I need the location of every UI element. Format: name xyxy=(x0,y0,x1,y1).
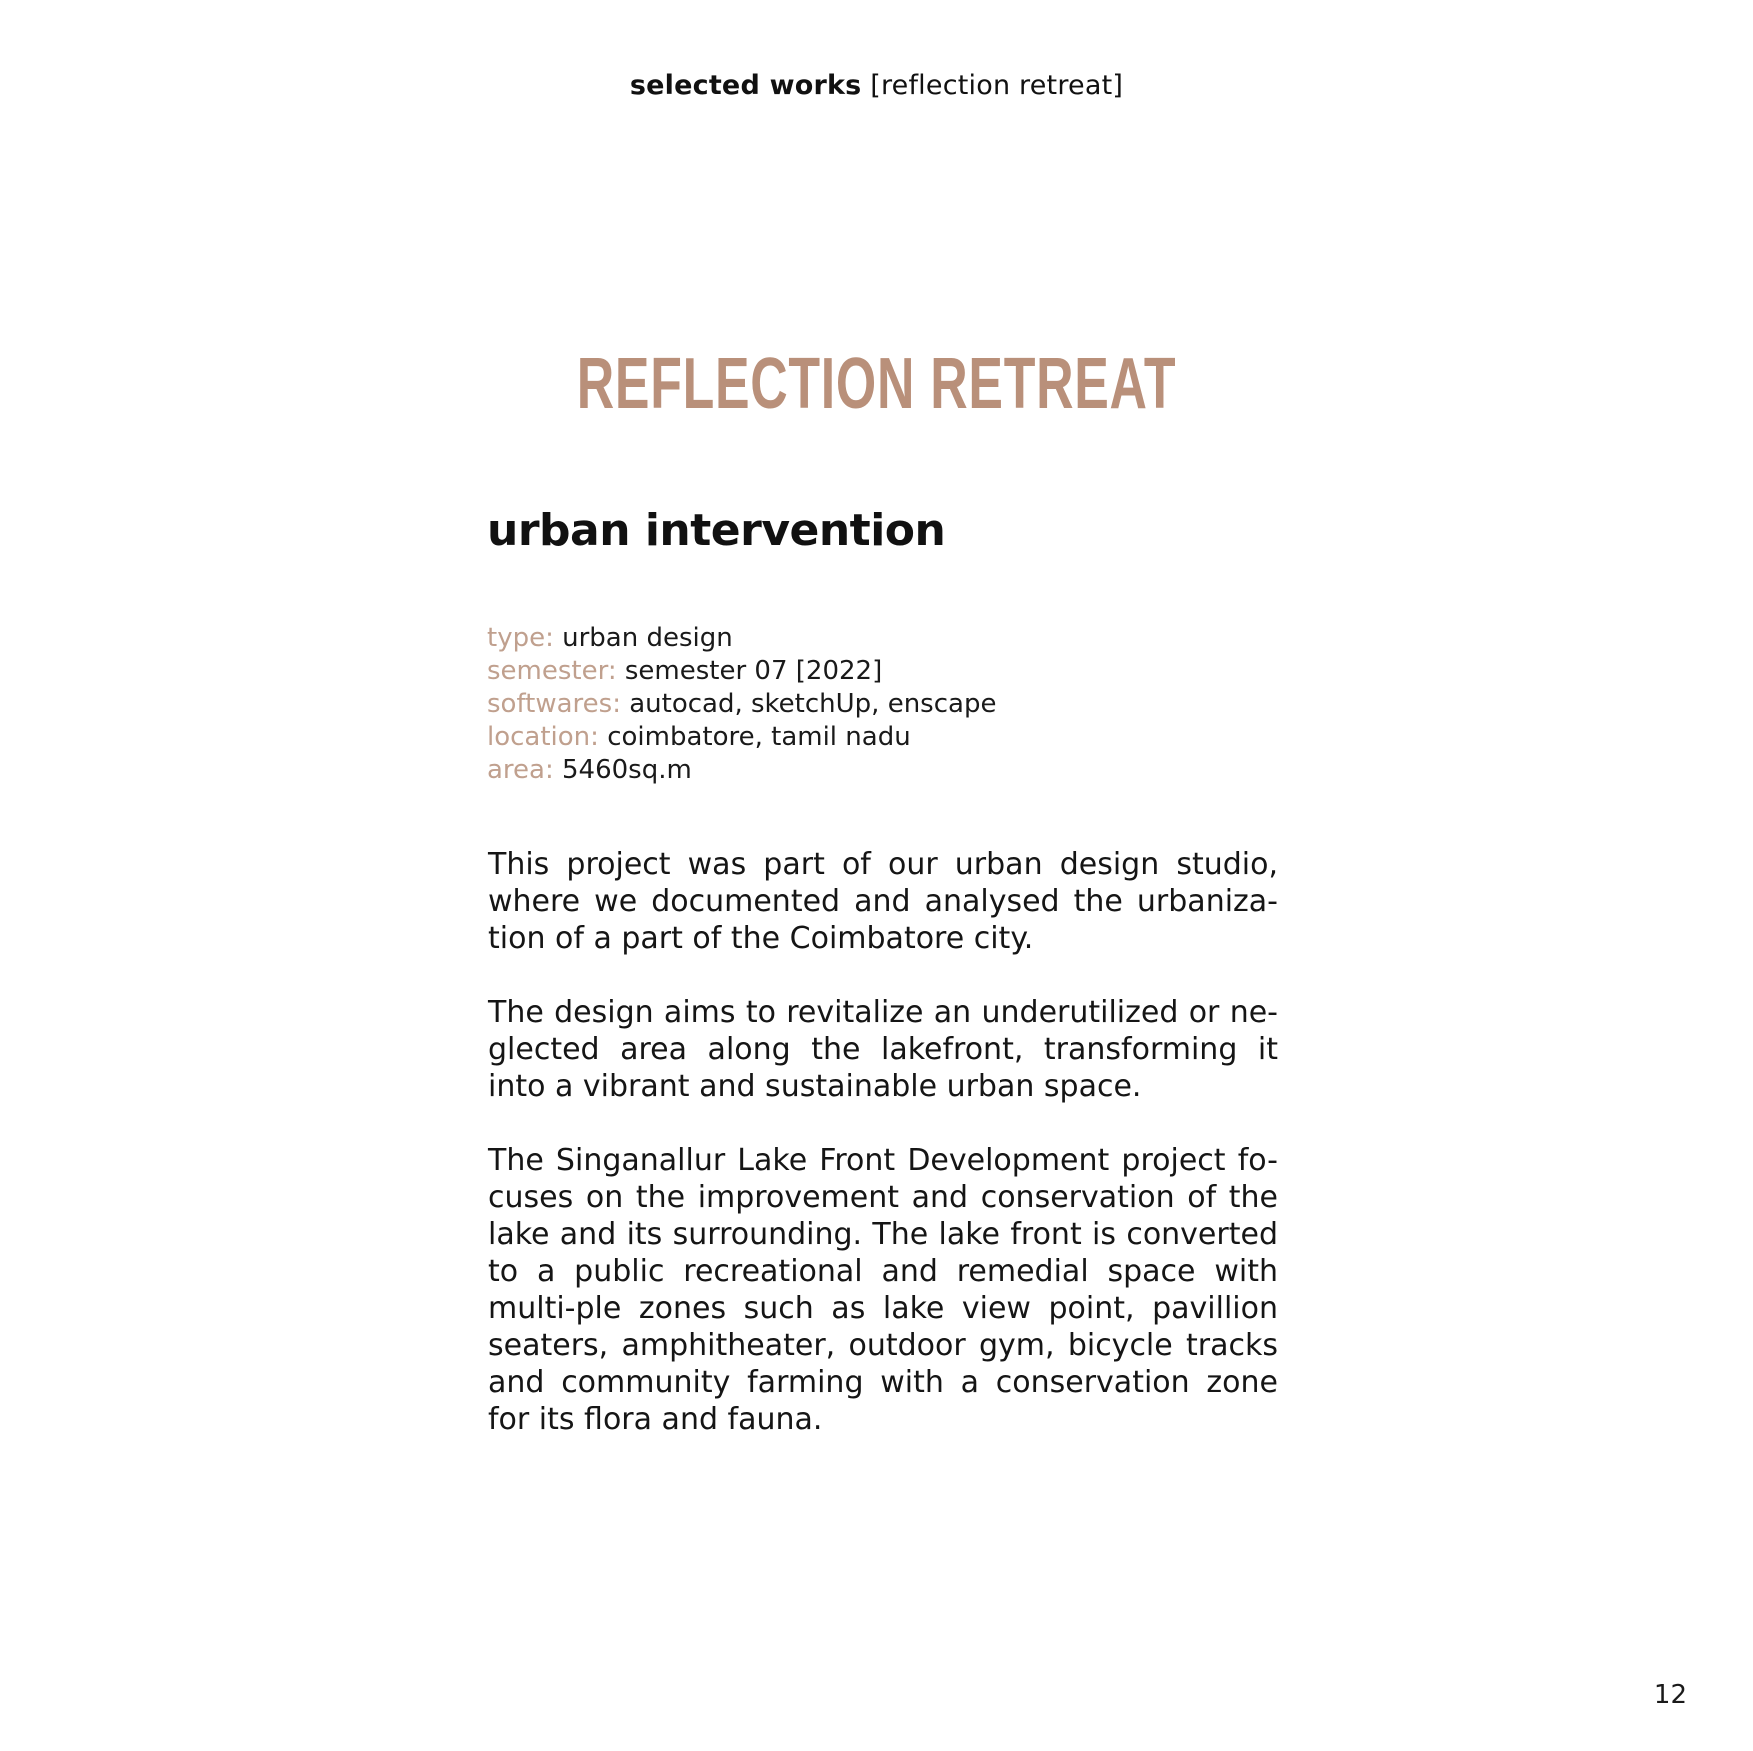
project-description xyxy=(488,846,1278,1475)
meta-item-softwares xyxy=(487,688,1307,721)
description-paragraph: The Singanallur Lake Front Development project fo-cuses on the improvement and conservation of the lake and its surrounding. The lake front is converted to a public recreational and remedial space with multi-ple zones such as lake view point, pavillion seaters, amphitheater, outdoor gym, bicycle tracks and community farming with a conservation zone for its flora and fauna. xyxy=(488,1143,1278,1437)
project-title: REFLECTION RETREAT xyxy=(576,344,1177,424)
project-meta-list xyxy=(487,622,1307,787)
meta-value: coimbatore, tamil nadu xyxy=(607,722,911,752)
meta-value: urban design xyxy=(562,623,733,653)
description-paragraph: The design aims to revitalize an underutilized or ne-glected area along the lakefront, transforming it into a vibrant and sustainable urban space. xyxy=(488,995,1278,1104)
meta-item-area xyxy=(487,754,1307,787)
page-header xyxy=(0,70,1753,101)
meta-item-location xyxy=(487,721,1307,754)
page-number: 12 xyxy=(1653,1680,1687,1710)
meta-value: 5460sq.m xyxy=(562,755,692,785)
meta-value: autocad, sketchUp, enscape xyxy=(629,689,997,719)
meta-key: area: xyxy=(487,755,554,785)
meta-key: semester: xyxy=(487,656,617,686)
meta-key: type: xyxy=(487,623,554,653)
project-subtitle: urban intervention xyxy=(487,505,946,556)
meta-item-semester xyxy=(487,655,1307,688)
meta-key: softwares: xyxy=(487,689,621,719)
meta-key: location: xyxy=(487,722,599,752)
header-section-label: selected works xyxy=(629,70,862,101)
header-project-label: [reflection retreat] xyxy=(870,70,1124,101)
description-paragraph: This project was part of our urban design studio, where we documented and analysed the urbaniza-tion of a part of the Coimbatore city. xyxy=(488,847,1278,956)
meta-item-type xyxy=(487,622,1307,655)
meta-value: semester 07 [2022] xyxy=(624,656,883,686)
